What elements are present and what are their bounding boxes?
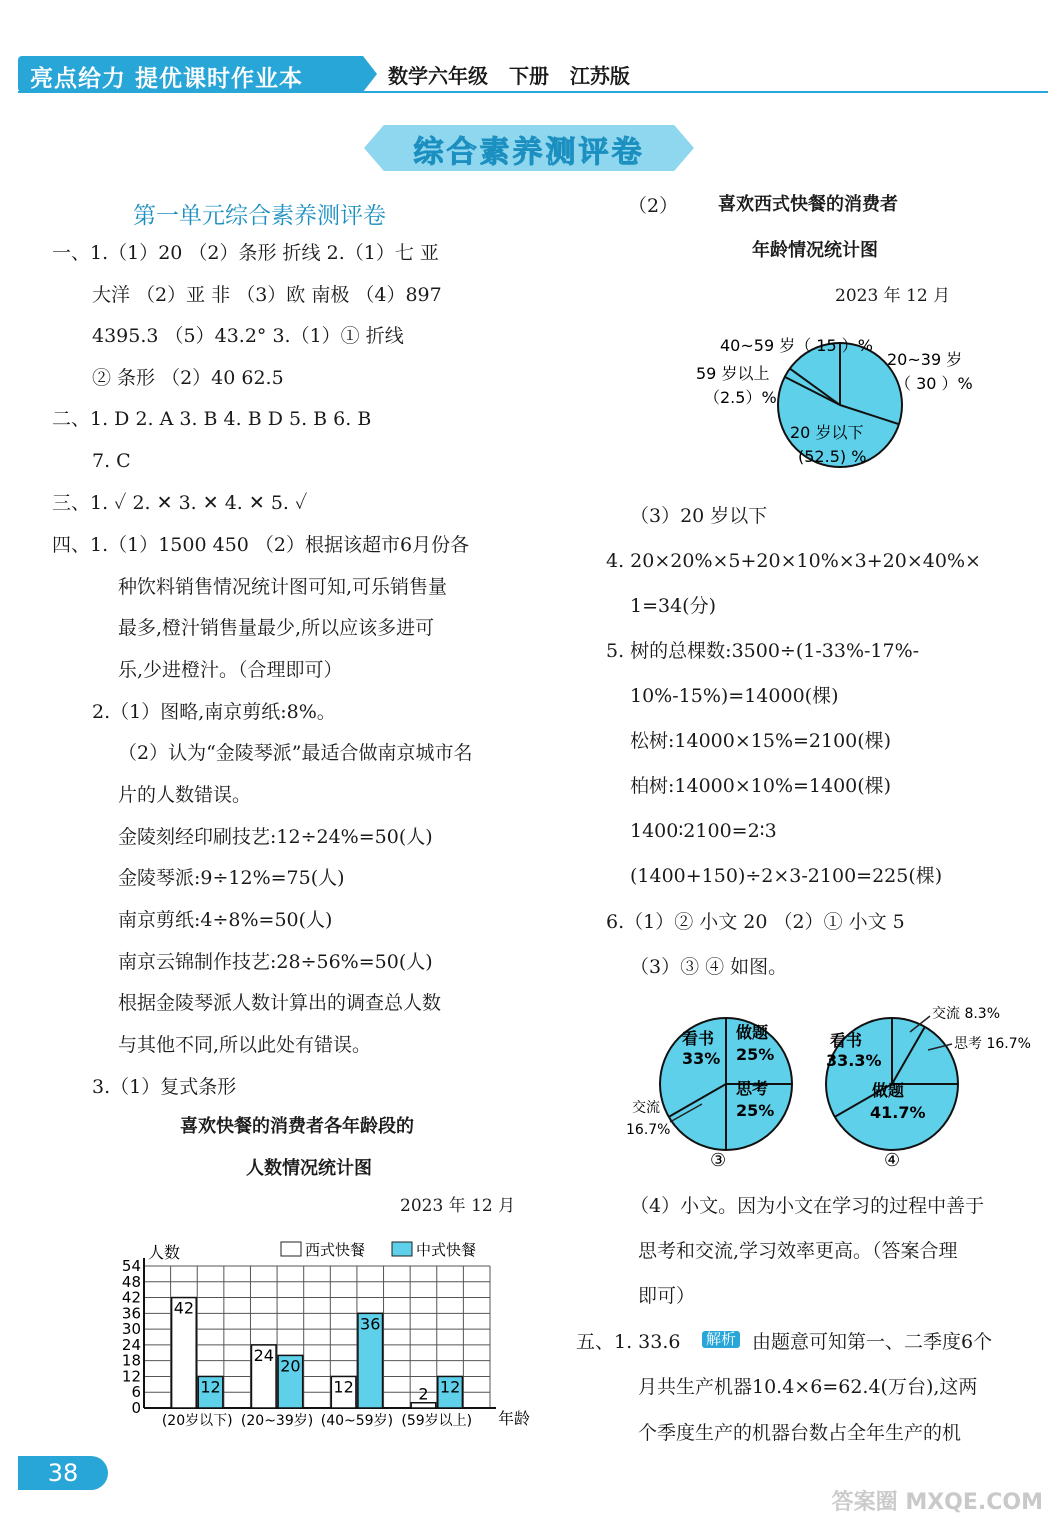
bar-value-label: 36 <box>360 1314 381 1334</box>
right-line: 1=34(分) <box>630 595 717 617</box>
bar-ytick: 36 <box>121 1304 141 1323</box>
right-line: 由题意可知第一、二季度6个 <box>752 1331 993 1353</box>
right-line: 个季度生产的机器台数占全年生产的机 <box>638 1422 962 1444</box>
bar-value-label: 12 <box>333 1377 354 1397</box>
pie4-label-work: 做题 <box>872 1081 905 1100</box>
left-line: 大洋 （2）亚 非 （3）欧 南极 （4）897 <box>92 284 442 306</box>
left-line: 金陵琴派:9÷12%=75(人) <box>118 867 345 889</box>
page-number: 38 <box>18 1456 108 1490</box>
pie3-label-work: 做题 <box>736 1023 769 1042</box>
bar-ytick: 48 <box>121 1272 141 1291</box>
bar-ytick: 30 <box>121 1320 141 1339</box>
header-book-info: 数学六年级 下册 江苏版 <box>388 64 630 88</box>
bar-ytick: 6 <box>131 1383 141 1402</box>
left-line: 四、1.（1）1500 450 （2）根据该超市6月份各 <box>52 534 470 556</box>
bar-category-label: (20岁以下) <box>161 1413 233 1429</box>
bar-chart-title-1: 喜欢快餐的消费者各年龄段的 <box>180 1116 414 1137</box>
pies-q6 <box>620 1000 1060 1180</box>
pie4-label-read: 看书 <box>830 1031 863 1050</box>
legend-west-label: 西式快餐 <box>305 1241 366 1259</box>
left-line: 7. C <box>92 450 131 472</box>
pie3-value-read: 33% <box>682 1049 721 1068</box>
right-line: 4. 20×20%×5+20×10%×3+20×40%× <box>606 550 981 572</box>
left-line: 二、1. D 2. A 3. B 4. B D 5. B 6. B <box>52 408 372 430</box>
left-line: 种饮料销售情况统计图可知,可乐销售量 <box>118 576 448 598</box>
pie-q2-title-2: 年龄情况统计图 <box>752 240 878 261</box>
left-line: 最多,橙汁销售量最少,所以应该多进可 <box>118 617 435 639</box>
pie-q2-date: 2023 年 12 月 <box>835 286 951 306</box>
pie-q2-chart <box>690 325 990 500</box>
legend-china-swatch <box>392 1242 412 1256</box>
right-line: 月共生产机器10.4×6=62.4(万台),这两 <box>638 1376 978 1398</box>
bar-ytick: 42 <box>121 1288 141 1307</box>
section-title: 第一单元综合素养测评卷 <box>133 203 386 229</box>
bar-value-label: 42 <box>173 1298 195 1318</box>
right-line: （4）小文。因为小文在学习的过程中善于 <box>630 1195 985 1217</box>
left-line: 三、1. ✓ 2. ✕ 3. ✕ 4. ✕ 5. ✓ <box>52 492 308 514</box>
bar-chart-date: 2023 年 12 月 <box>400 1196 516 1216</box>
pie4-value-read: 33.3% <box>826 1051 882 1070</box>
watermark: 答案圈 MXQE.COM <box>831 1490 1043 1515</box>
legend-west-swatch <box>281 1242 301 1256</box>
right-line: 思考和交流,学习效率更高。（答案合理 <box>638 1240 958 1262</box>
left-line: 片的人数错误。 <box>118 784 252 806</box>
pie3-slices <box>660 1018 792 1150</box>
bar-value-label: 24 <box>253 1345 274 1365</box>
bar-chart <box>110 1236 550 1436</box>
banner-title: 综合素养测评卷 <box>413 135 645 170</box>
q2-number: （2） <box>628 195 679 217</box>
pie3-value-think: 25% <box>736 1101 775 1120</box>
left-line: 一、1.（1）20 （2）条形 折线 2.（1）七 亚 <box>52 242 439 264</box>
bar-value-label: 2 <box>418 1384 429 1404</box>
right-line: 6.（1）② 小文 20 （2）① 小文 5 <box>606 911 905 933</box>
pie-q2-label-40-59: 40~59 岁（ 15 ）% <box>720 336 873 355</box>
left-line: 4395.3 （5）43.2° 3.（1）① 折线 <box>92 325 404 347</box>
bar-chart-title-2: 人数情况统计图 <box>246 1158 372 1179</box>
bar-category-label: (59岁以上) <box>401 1413 473 1429</box>
right-line: 10%-15%)=14000(棵) <box>630 685 839 707</box>
left-line: 2.（1）图略,南京剪纸:8%。 <box>92 701 336 723</box>
bar-category-label: (20~39岁) <box>240 1413 314 1429</box>
bar-ytick: 18 <box>121 1351 141 1370</box>
pie3-value-work: 25% <box>736 1045 775 1064</box>
right-line: （3）③ ④ 如图。 <box>630 956 788 978</box>
left-line: （2）认为“金陵琴派”最适合做南京城市名 <box>118 742 473 764</box>
left-line: 根据金陵琴派人数计算出的调查总人数 <box>118 992 442 1014</box>
pie3-label-think: 思考 <box>736 1079 769 1098</box>
pie3-caption: ③ <box>710 1150 727 1171</box>
pie4-label-think: 思考 16.7% <box>954 1036 1031 1052</box>
pie-q2-label-59plus: 59 岁以上 <box>696 364 770 383</box>
bar-ytick: 0 <box>131 1399 141 1417</box>
pie-q2-value-under20: (52.5) % <box>798 447 867 466</box>
left-line: 3.（1）复式条形 <box>92 1076 237 1098</box>
bar-marks <box>162 1298 472 1429</box>
pie3-value-talk: 16.7% <box>626 1122 671 1138</box>
right-line: 松树:14000×15%=2100(棵) <box>630 730 892 752</box>
pie-q2-title-1: 喜欢西式快餐的消费者 <box>718 194 898 215</box>
bar-value-label: 12 <box>439 1377 461 1397</box>
right-line: 柏树:14000×10%=1400(棵) <box>630 775 892 797</box>
pie4-caption: ④ <box>884 1150 901 1171</box>
pie-q2-label-20-39: 20~39 岁 <box>887 350 963 369</box>
bar-ytick: 12 <box>121 1367 141 1386</box>
pie-q2-value-20-39: （ 30 ）% <box>895 374 973 393</box>
bar-ylabel: 人数 <box>148 1243 181 1262</box>
analysis-tag: 解析 <box>702 1331 740 1348</box>
bar-category-label: (40~59岁) <box>320 1413 394 1429</box>
right-line: 即可） <box>638 1285 696 1307</box>
left-line: 南京云锦制作技艺:28÷56%=50(人) <box>118 951 433 973</box>
pie-q2-label-under20: 20 岁以下 <box>790 423 864 442</box>
left-line: 与其他不同,所以此处有错误。 <box>118 1034 372 1056</box>
pie4-value-work: 41.7% <box>870 1103 926 1122</box>
left-line: 乐,少进橙汁。（合理即可） <box>118 659 343 681</box>
right-line: (1400+150)÷2×3-2100=225(棵) <box>630 865 943 887</box>
bar-ytick: 24 <box>121 1335 141 1354</box>
right-line: （3）20 岁以下 <box>630 505 768 527</box>
bar-value-label: 20 <box>280 1356 301 1376</box>
left-line: 南京剪纸:4÷8%=50(人) <box>118 909 333 931</box>
bar-ytick: 54 <box>121 1257 141 1275</box>
right-line: 5. 树的总棵数:3500÷(1-33%-17%- <box>606 640 920 662</box>
bar-value-label: 12 <box>200 1377 221 1397</box>
pie3-label-read: 看书 <box>682 1029 715 1048</box>
legend-china-label: 中式快餐 <box>416 1241 477 1259</box>
left-line: 金陵刻经印刷技艺:12÷24%=50(人) <box>118 826 433 848</box>
right-line: 五、1. 33.6 <box>576 1331 681 1353</box>
pie3-label-talk: 交流 <box>632 1100 660 1116</box>
bar-xlabel: 年龄 <box>498 1409 531 1428</box>
pie4-label-talk: 交流 8.3% <box>932 1006 1001 1022</box>
header-brand: 亮点给力 提优课时作业本 <box>30 66 304 92</box>
pie-q2-value-59plus: （2.5）% <box>704 388 777 407</box>
left-line: ② 条形 （2）40 62.5 <box>92 367 284 389</box>
right-line: 1400∶2100=2∶3 <box>630 820 777 842</box>
